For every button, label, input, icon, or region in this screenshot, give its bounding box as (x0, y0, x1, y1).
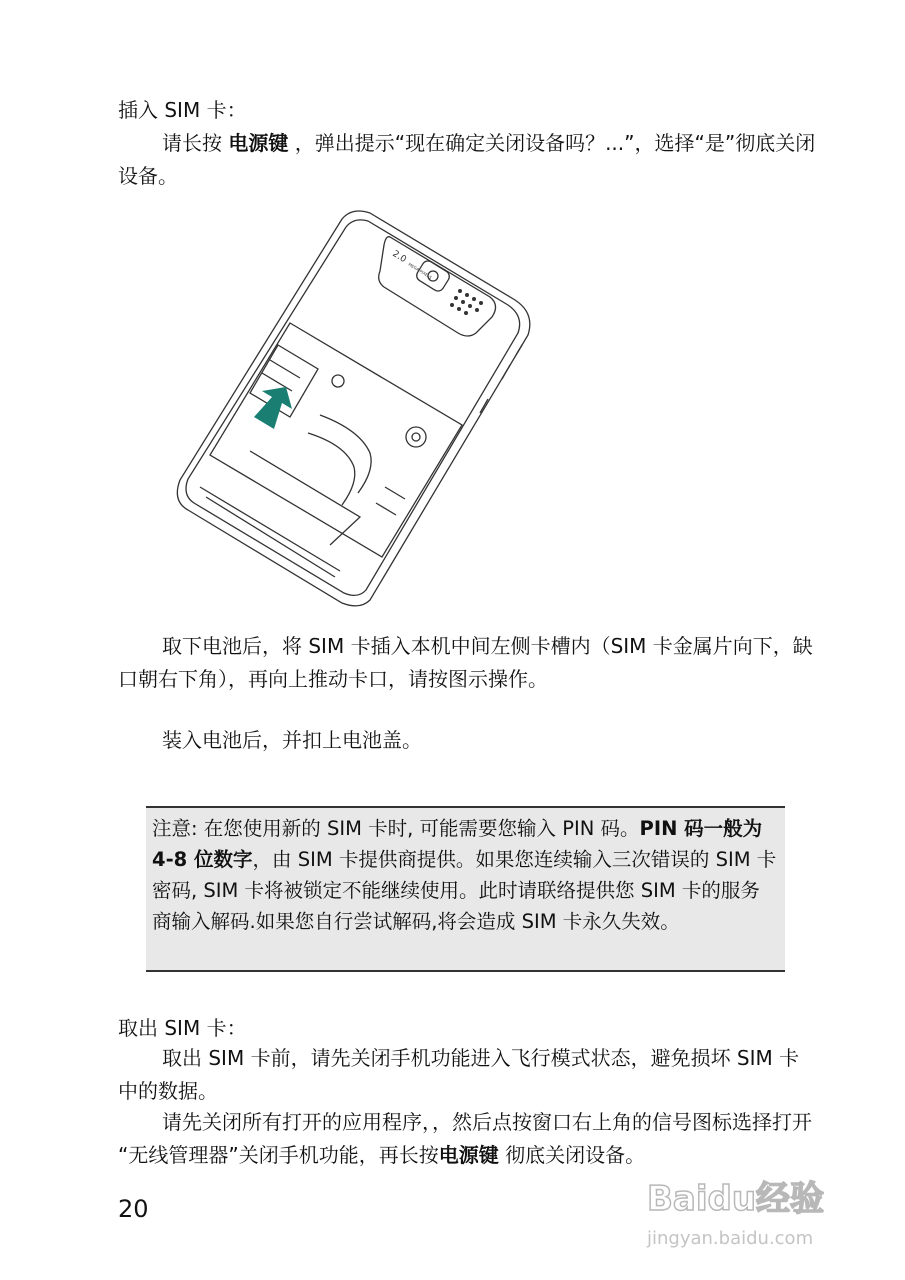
remove-step-prefix: 请先关闭所有打开的应用程序，，然后点按窗口右上角的信号图标选择打开 “无线管理器”关闭手机功能，再长按 (118, 1110, 812, 1167)
sim-notice-box (146, 806, 785, 972)
phone-back-illustration (170, 205, 540, 610)
watermark-url: jingyan.baidu.com (647, 1228, 814, 1249)
remove-step-airplane-mode: 取出 SIM 卡前，请先关闭手机功能进入飞行模式状态，避免损坏 SIM 卡中的数据。 (118, 1046, 800, 1103)
insert-step-power-off (118, 127, 818, 193)
notice-text (152, 813, 779, 937)
insert-step-install-battery: 装入电池后，并扣上电池盖。 (162, 728, 422, 752)
insert-sim-heading: 插入 SIM 卡： (118, 98, 247, 122)
power-key-label: 电源键 (228, 131, 289, 155)
remove-step-power-off (118, 1106, 818, 1172)
notice-text-part2: ，由 SIM 卡提供商提供。如果您连续输入三次错误的 SIM 卡密码, SIM 卡将被锁定不能继续使用。此时请联络提供您 SIM 卡的服务商输入解码.如果您自行尝试解码,将会造成 SIM 卡永久失效。 (152, 848, 777, 933)
baidu-watermark (643, 1164, 843, 1254)
watermark-brand: Baidu经验 (647, 1179, 825, 1219)
notice-text-part1: 在您使用新的 SIM 卡时, 可能需要您输入 PIN 码。 (197, 817, 640, 840)
step-text-suffix: ，弹出提示“现在确定关闭设备吗？...”，选择“是”彻底关闭设备。 (118, 131, 816, 188)
remove-sim-heading: 取出 SIM 卡： (118, 1016, 247, 1040)
insert-step-insert-card: 取下电池后，将 SIM 卡插入本机中间左侧卡槽内（SIM 卡金属片向下，缺口朝右下角），再向上推动卡口，请按图示操作。 (118, 634, 813, 691)
page-number: 20 (118, 1195, 149, 1223)
notice-label: 注意: (152, 817, 198, 840)
camera-label: 2.0 (390, 249, 408, 266)
remove-power-key-label: 电源键 (438, 1143, 499, 1167)
step-text-prefix: 请长按 (162, 131, 229, 155)
notice-pin-length: PIN 码一般为 4-8 位数字 (152, 817, 763, 871)
megapixel-label: MEGA PIXELS (407, 261, 433, 281)
insert-direction-arrow (254, 387, 292, 429)
remove-step-suffix: 彻底关闭设备。 (498, 1143, 646, 1167)
